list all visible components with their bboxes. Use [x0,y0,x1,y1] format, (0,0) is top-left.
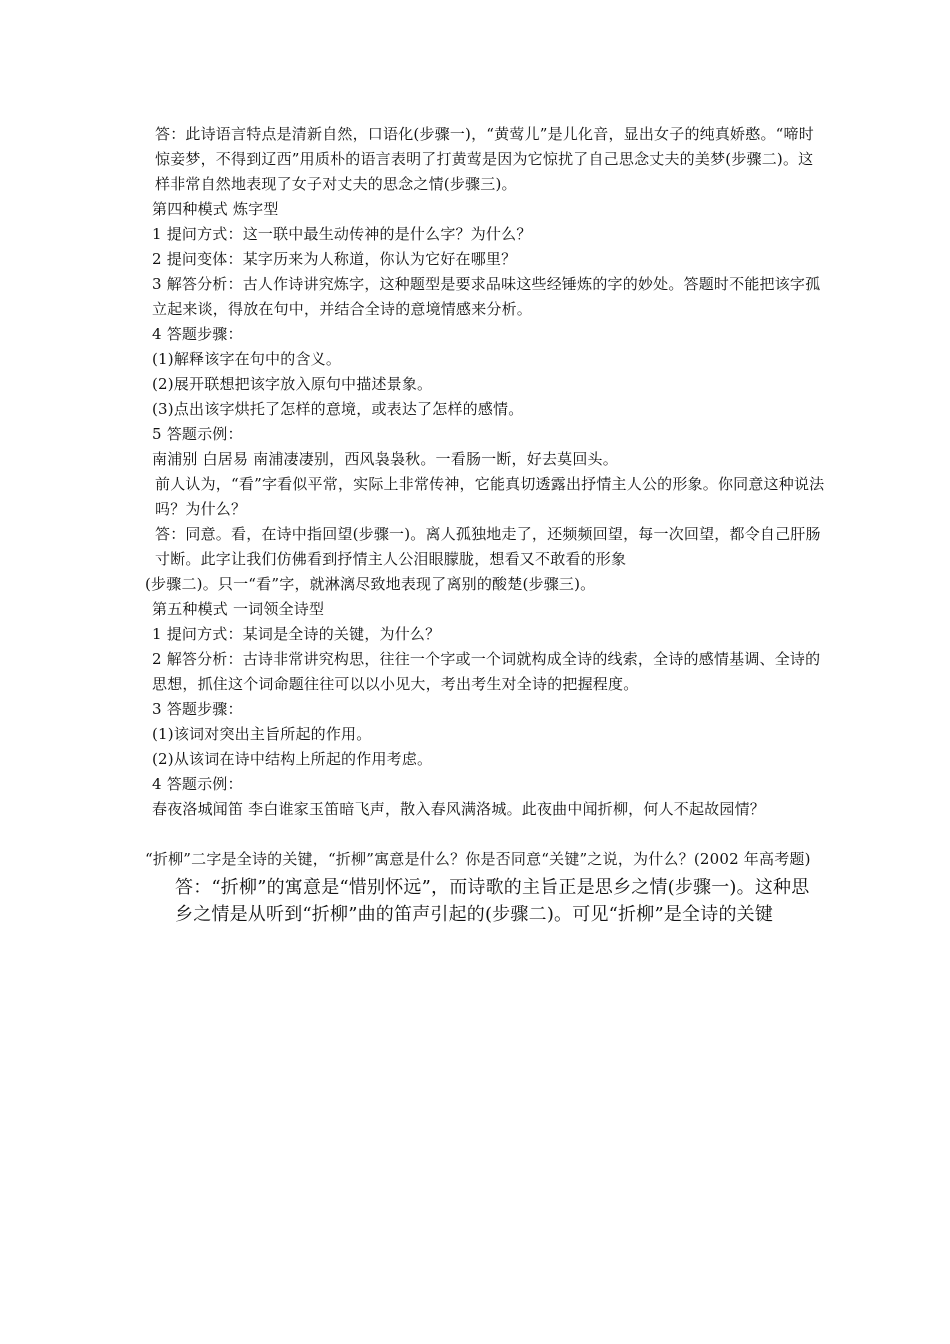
body-paragraph: (2)从该词在诗中结构上所起的作用考虑。 [152,750,433,768]
body-paragraph: (3)点出该字烘托了怎样的意境，或表达了怎样的感情。 [152,400,524,418]
body-paragraph: 1 提问方式：这一联中最生动传神的是什么字？为什么？ [152,225,532,243]
body-paragraph: (1)解释该字在句中的含义。 [152,350,342,368]
answer-paragraph: 答：“折柳”的寓意是“惜别怀远”，而诗歌的主旨正是思乡之情(步骤一)。这种思乡之情是从听到“折柳”曲的笛声引起的(步骤二)。可见“折柳”是全诗的关键 [175,877,810,925]
body-paragraph: 南浦别 白居易 南浦凄凄别，西风袅袅秋。一看肠一断，好去莫回头。 [152,450,618,468]
body-paragraph: 第五种模式 一词领全诗型 [152,600,325,618]
document-body [145,122,825,928]
paragraph-list [145,122,825,822]
blank-line [145,822,825,847]
body-paragraph: 第四种模式 炼字型 [152,200,279,218]
body-paragraph: 4 答题步骤： [152,325,243,343]
body-paragraph: 3 答题步骤： [152,700,243,718]
body-paragraph: 答：同意。看，在诗中指回望(步骤一)。离人孤独地走了，还频频回望，每一次回望，都令自己肝肠寸断。此字让我们仿佛看到抒情主人公泪眼朦胧，想看又不敢看的形象 [155,525,821,568]
body-paragraph: 5 答题示例： [152,425,243,443]
body-paragraph: 1 提问方式：某词是全诗的关键，为什么？ [152,625,441,643]
body-paragraph: 4 答题示例： [152,775,243,793]
body-paragraph: 前人认为，“看”字看似平常，实际上非常传神，它能真切透露出抒情主人公的形象。你同意这种说法吗？为什么？ [155,475,825,518]
body-paragraph: (步骤二)。只一“看”字，就淋漓尽致地表现了离别的酸楚(步骤三)。 [145,575,596,593]
body-paragraph: 2 提问变体：某字历来为人称道，你认为它好在哪里？ [152,250,517,268]
body-paragraph: 春夜洛城闻笛 李白谁家玉笛暗飞声，散入春风满洛城。此夜曲中闻折柳，何人不起故园情？ [152,800,765,818]
body-paragraph: 2 解答分析：古诗非常讲究构思，往往一个字或一个词就构成全诗的线索，全诗的感情基调、全诗的思想，抓住这个词命题往往可以以小见大，考出考生对全诗的把握程度。 [152,650,821,693]
body-paragraph: (1)该词对突出主旨所起的作用。 [152,725,372,743]
body-paragraph: 3 解答分析：古人作诗讲究炼字，这种题型是要求品味这些经锤炼的字的妙处。答题时不能把该字孤立起来谈，得放在句中，并结合全诗的意境情感来分析。 [152,275,821,318]
body-paragraph: 答：此诗语言特点是清新自然，口语化(步骤一)，“黄莺儿”是儿化音，显出女子的纯真娇憨。“啼时惊妾梦，不得到辽西”用质朴的语言表明了打黄莺是因为它惊扰了自己思念丈夫的美梦(步骤二)。这样非常自然地表现了女子对丈夫的思念之情(步骤三)。 [155,125,814,193]
question-paragraph: “折柳”二字是全诗的关键，“折柳”寓意是什么？你是否同意“关键”之说，为什么？(2002 年高考题) [145,850,811,868]
body-paragraph: (2)展开联想把该字放入原句中描述景象。 [152,375,433,393]
